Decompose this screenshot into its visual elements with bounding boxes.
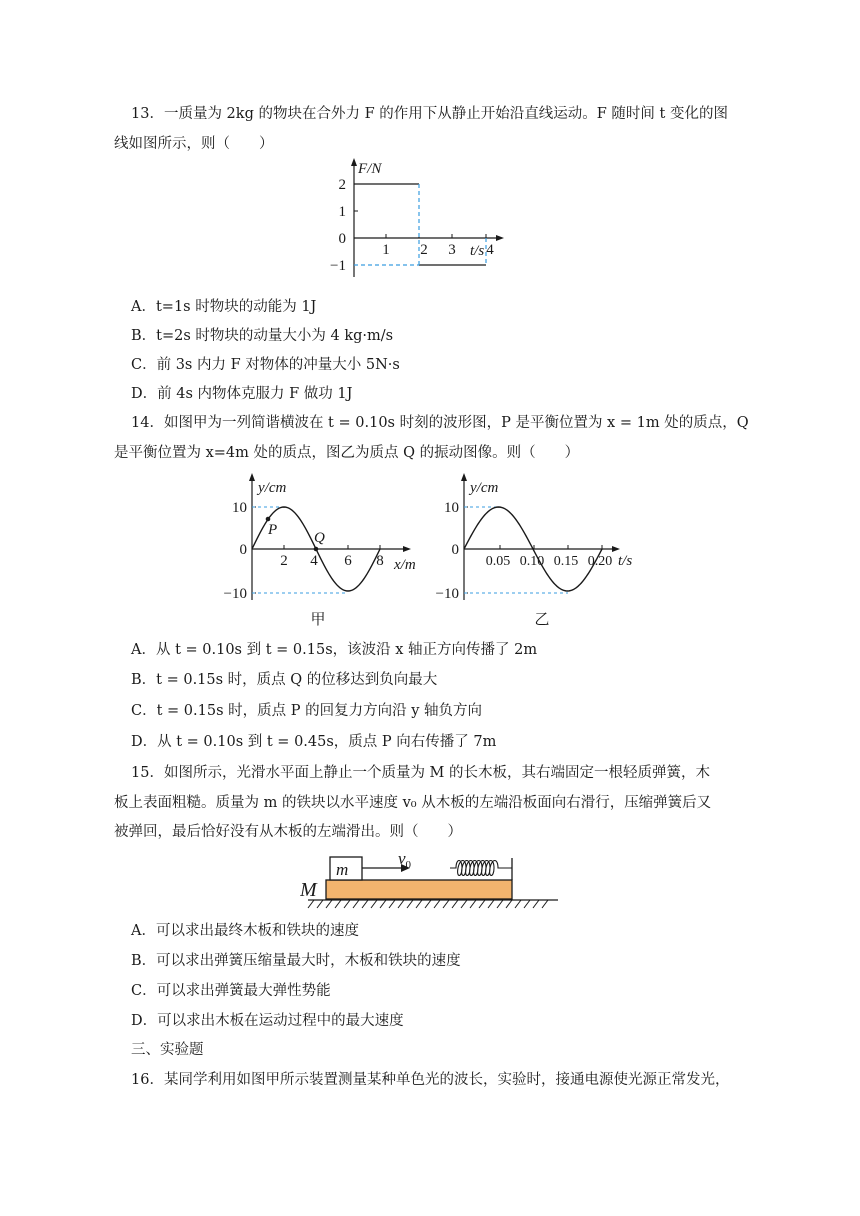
ground-hatch <box>452 900 458 908</box>
q14-jia-x-tick: 4 <box>310 553 318 569</box>
q14-point-q-label: Q <box>314 530 325 546</box>
q13-y-tick: 2 <box>338 177 346 193</box>
q15-option-a: A．可以求出最终木板和铁块的速度 <box>131 923 359 939</box>
q13-stem-line1: 13．一质量为 2kg 的物块在合外力 F 的作用下从静止开始沿直线运动。F 随时间 t 变化的图 <box>131 106 728 122</box>
q15-stem-line3: 被弹回，最后恰好没有从木板的左端滑出。则（ ） <box>114 824 462 840</box>
q13-y-tick: 1 <box>338 204 346 220</box>
q14-jia-x-tick: 2 <box>280 553 288 569</box>
q13-option-d: D．前 4s 内物体克服力 F 做功 1J <box>131 386 353 402</box>
q14-jia-x-tick: 8 <box>376 553 384 569</box>
q14-jia-y-tick: 0 <box>239 542 247 558</box>
ground-hatch <box>488 900 494 908</box>
q16-stem-line1: 16．某同学利用如图甲所示装置测量某种单色光的波长，实验时，接通电源使光源正常发光， <box>131 1072 730 1088</box>
q13-y-tick: −1 <box>330 258 346 274</box>
ground-hatch <box>542 900 548 908</box>
q13-y-axis-label: F/N <box>358 161 382 177</box>
section-heading: 三、实验题 <box>131 1042 204 1058</box>
ground-hatch <box>362 900 368 908</box>
q14-yi-y-tick: −10 <box>435 586 459 602</box>
ground-hatch <box>371 900 377 908</box>
q15-board-spring-figure <box>300 848 562 916</box>
ground-hatch <box>524 900 530 908</box>
q14-option-b: B．t = 0.15s 时，质点 Q 的位移达到负向最大 <box>131 672 438 688</box>
ground-hatch <box>389 900 395 908</box>
q14-yi-y-tick: 10 <box>444 500 459 516</box>
q15-velocity-label: $v_0$ <box>398 849 412 871</box>
ground-hatch <box>533 900 539 908</box>
q15-option-c: C．可以求出弹簧最大弹性势能 <box>131 983 331 999</box>
q14-point-p <box>266 517 271 522</box>
q15-spring <box>450 861 512 876</box>
q14-stem-line2: 是平衡位置为 x=4m 处的质点，图乙为质点 Q 的振动图像。则（ ） <box>114 445 580 461</box>
ground-hatch <box>308 900 314 908</box>
q14-yi-x-label: t/s <box>618 553 633 569</box>
q14-yi-y-label: y/cm <box>470 480 499 496</box>
ground-hatch <box>497 900 503 908</box>
ground-hatch <box>407 900 413 908</box>
ground-hatch <box>317 900 323 908</box>
q14-jia-y-tick: 10 <box>232 500 247 516</box>
q15-option-d: D．可以求出木板在运动过程中的最大速度 <box>131 1013 404 1029</box>
q14-vibration-graph-yi <box>434 472 654 632</box>
ground-hatch <box>416 900 422 908</box>
ground-hatch <box>470 900 476 908</box>
ground-hatch <box>326 900 332 908</box>
q14-wave-graph-jia <box>222 472 432 632</box>
q15-option-b: B．可以求出弹簧压缩量最大时，木板和铁块的速度 <box>131 953 461 969</box>
q14-option-d: D．从 t = 0.10s 到 t = 0.45s，质点 P 向右传播了 7m <box>131 734 497 750</box>
ground-hatch <box>353 900 359 908</box>
q14-yi-caption: 乙 <box>534 612 550 628</box>
q14-option-a: A．从 t = 0.10s 到 t = 0.15s，该波沿 x 轴正方向传播了 2m <box>131 642 538 658</box>
q14-stem-line1: 14．如图甲为一列简谐横波在 t = 0.10s 时刻的波形图，P 是平衡位置为 x = 1m 处的质点，Q <box>131 415 749 431</box>
ground-hatch <box>425 900 431 908</box>
q14-jia-x-label: x/m <box>394 557 416 573</box>
ground-hatch <box>479 900 485 908</box>
ground-hatch <box>344 900 350 908</box>
q13-option-c: C．前 3s 内力 F 对物体的冲量大小 5N·s <box>131 357 400 373</box>
q13-force-time-graph <box>300 155 520 285</box>
q13-x-tick: 3 <box>448 242 456 258</box>
ground-hatch <box>506 900 512 908</box>
ground-hatch <box>461 900 467 908</box>
ground-hatch <box>443 900 449 908</box>
q13-x-tick: 1 <box>382 242 390 258</box>
q14-yi-x-tick: 0.10 <box>519 554 545 569</box>
ground-hatch <box>380 900 386 908</box>
q13-y-tick: 0 <box>338 231 346 247</box>
q15-stem-line2: 板上表面粗糙。质量为 m 的铁块以水平速度 v₀ 从木板的左端沿板面向右滑行，压缩弹簧后又 <box>114 795 712 811</box>
q14-yi-x-tick: 0.20 <box>587 554 613 569</box>
q15-board <box>326 880 512 899</box>
q15-board-label: M <box>300 879 317 901</box>
q14-point-p-label: P <box>268 522 278 538</box>
q15-block-label: m <box>336 860 349 879</box>
q13-x-tick: 4 <box>486 242 494 258</box>
q13-stem-line2: 线如图所示，则（ ） <box>114 136 274 152</box>
q14-jia-y-label: y/cm <box>258 480 287 496</box>
ground-hatch <box>434 900 440 908</box>
q14-jia-y-tick: −10 <box>223 586 247 602</box>
ground-hatch <box>515 900 521 908</box>
ground-hatch <box>398 900 404 908</box>
q14-jia-x-tick: 6 <box>344 553 352 569</box>
ground-hatch <box>335 900 341 908</box>
q15-stem-line1: 15．如图所示，光滑水平面上静止一个质量为 M 的长木板，其右端固定一根轻质弹簧，木 <box>131 765 711 781</box>
q14-jia-caption: 甲 <box>310 612 326 628</box>
q13-option-a: A．t=1s 时物块的动能为 1J <box>131 299 317 315</box>
q14-yi-x-tick: 0.05 <box>485 554 511 569</box>
q14-yi-y-tick: 0 <box>451 542 459 558</box>
q13-x-axis-label: t/s <box>470 243 485 259</box>
q14-point-q <box>314 547 319 552</box>
q14-option-c: C．t = 0.15s 时，质点 P 的回复力方向沿 y 轴负方向 <box>131 703 483 719</box>
q14-yi-x-tick: 0.15 <box>553 554 579 569</box>
q13-option-b: B．t=2s 时物块的动量大小为 4 kg·m/s <box>131 328 394 344</box>
q13-x-tick: 2 <box>420 242 428 258</box>
